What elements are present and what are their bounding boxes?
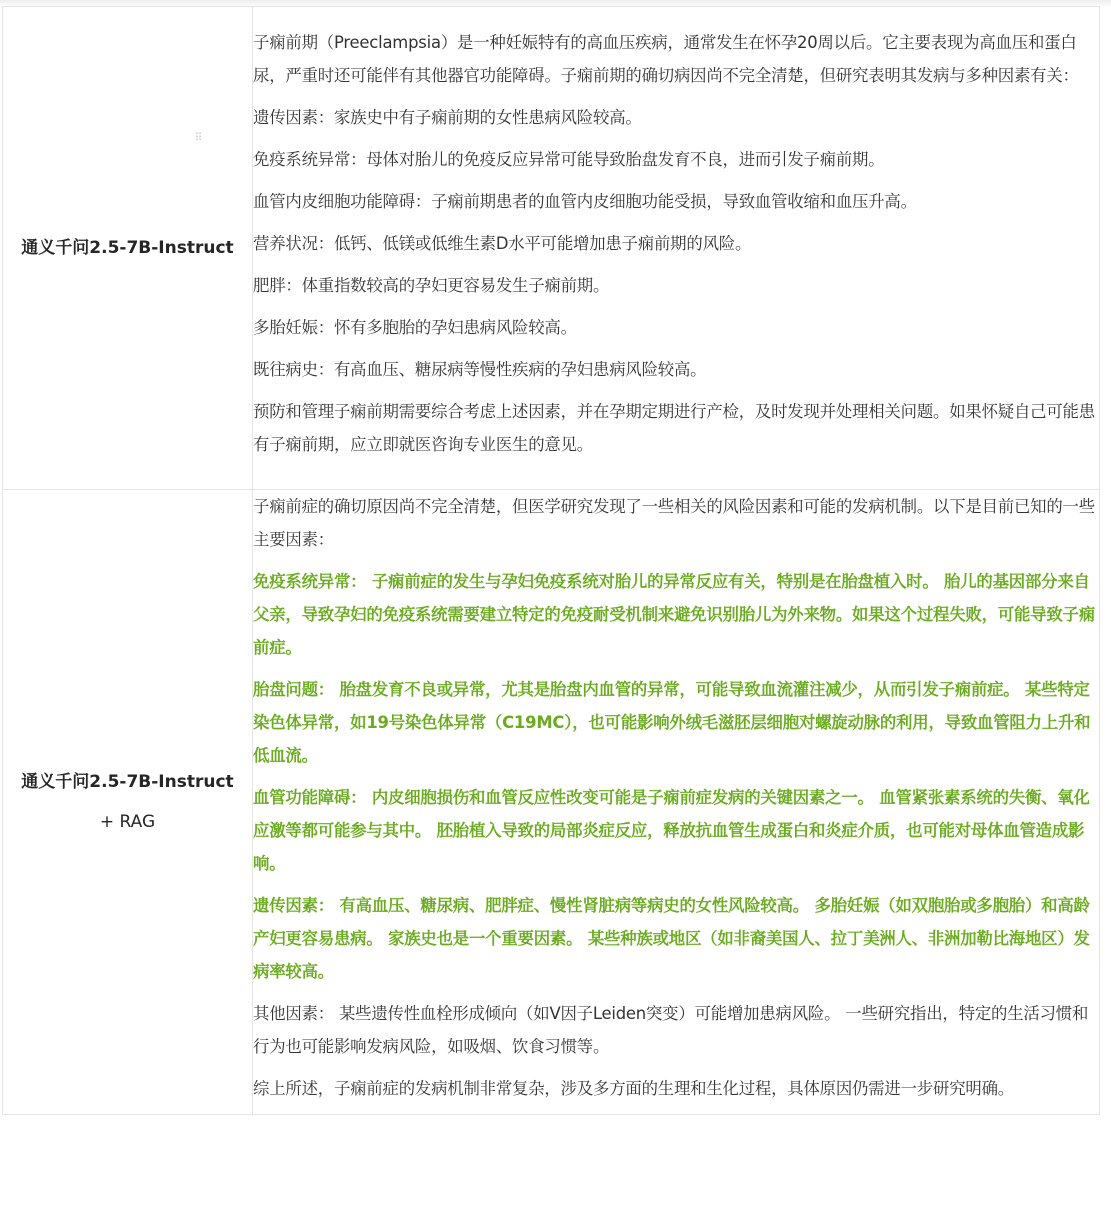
answer-item: 遗传因素：家族史中有子痫前期的女性患病风险较高。 (253, 108, 642, 127)
answer-highlight: 胎盘问题： 胎盘发育不良或异常，尤其是胎盘内血管的异常，可能导致血流灌注减少，从而引发子痫前症。 某些特定染色体异常，如19号染色体异常（C19MC），也可能影响外绒毛滋胚层细胞对螺旋动脉的利用，导致血管阻力上升和低血流。 (253, 680, 1091, 765)
answer-cell (253, 490, 1100, 1115)
answer-cell (253, 7, 1100, 490)
answer-highlight: 血管功能障碍： 内皮细胞损伤和血管反应性改变可能是子痫前症发病的关键因素之一。 血管紧张素系统的失衡、氧化应激等都可能参与其中。 胚胎植入导致的局部炎症反应，释放抗血管生成蛋白和炎症介质，也可能对母体血管造成影响。 (253, 788, 1090, 873)
model-suffix: + RAG (99, 812, 156, 832)
model-cell (3, 7, 253, 490)
answer-item: 免疫系统异常：母体对胎儿的免疫反应异常可能导致胎盘发育不良，进而引发子痫前期。 (253, 150, 885, 169)
answer-highlight: 遗传因素： 有高血压、糖尿病、肥胖症、慢性肾脏病等病史的女性风险较高。 多胎妊娠（如双胞胎或多胞胎）和高龄产妇更容易患病。 家族史也是一个重要因素。 某些种族或地区（如非裔美国人、拉丁美洲人、非洲加勒比海地区）发病率较高。 (253, 896, 1090, 981)
answer-conclusion: 综上所述，子痫前症的发病机制非常复杂，涉及多方面的生理和生化过程，具体原因仍需进一步研究明确。 (253, 1079, 1014, 1098)
model-name: 通义千问2.5-7B-Instruct (21, 772, 234, 792)
answer-item: 血管内皮细胞功能障碍：子痫前期患者的血管内皮细胞功能受损，导致血管收缩和血压升高。 (253, 192, 917, 211)
answer-item: 其他因素： 某些遗传性血栓形成倾向（如V因子Leiden突变）可能增加患病风险。 一些研究指出，特定的生活习惯和行为也可能影响发病风险，如吸烟、饮食习惯等。 (253, 1004, 1089, 1056)
answer-intro: 子痫前期（Preeclampsia）是一种妊娠特有的高血压疾病，通常发生在怀孕20周以后。它主要表现为高血压和蛋白尿，严重时还可能伴有其他器官功能障碍。子痫前期的确切病因尚不完全清楚，但研究表明其发病与多种因素有关： (253, 33, 1079, 85)
table-row (3, 490, 1100, 1115)
drag-handle-icon[interactable]: ⠿ (194, 131, 202, 144)
answer-item: 多胎妊娠：怀有多胞胎的孕妇患病风险较高。 (253, 318, 577, 337)
answer-highlight: 免疫系统异常： 子痫前症的发生与孕妇免疫系统对胎儿的异常反应有关，特别是在胎盘植入时。 胎儿的基因部分来自父亲，导致孕妇的免疫系统需要建立特定的免疫耐受机制来避免识别胎儿为外来物。如果这个过程失败，可能导致子痫前症。 (253, 572, 1095, 657)
answer-conclusion: 预防和管理子痫前期需要综合考虑上述因素，并在孕期定期进行产检，及时发现并处理相关问题。如果怀疑自己可能患有子痫前期，应立即就医咨询专业医生的意见。 (253, 402, 1095, 454)
answer-item: 肥胖：体重指数较高的孕妇更容易发生子痫前期。 (253, 276, 610, 295)
answer-intro: 子痫前症的确切原因尚不完全清楚，但医学研究发现了一些相关的风险因素和可能的发病机制。以下是目前已知的一些主要因素： (253, 497, 1095, 549)
table-row (3, 7, 1100, 490)
model-name: 通义千问2.5-7B-Instruct (21, 238, 234, 258)
answer-item: 营养状况：低钙、低镁或低维生素D水平可能增加患子痫前期的风险。 (253, 234, 752, 253)
answer-item: 既往病史：有高血压、糖尿病等慢性疾病的孕妇患病风险较高。 (253, 360, 707, 379)
model-cell (3, 490, 253, 1115)
comparison-table (2, 6, 1100, 1115)
